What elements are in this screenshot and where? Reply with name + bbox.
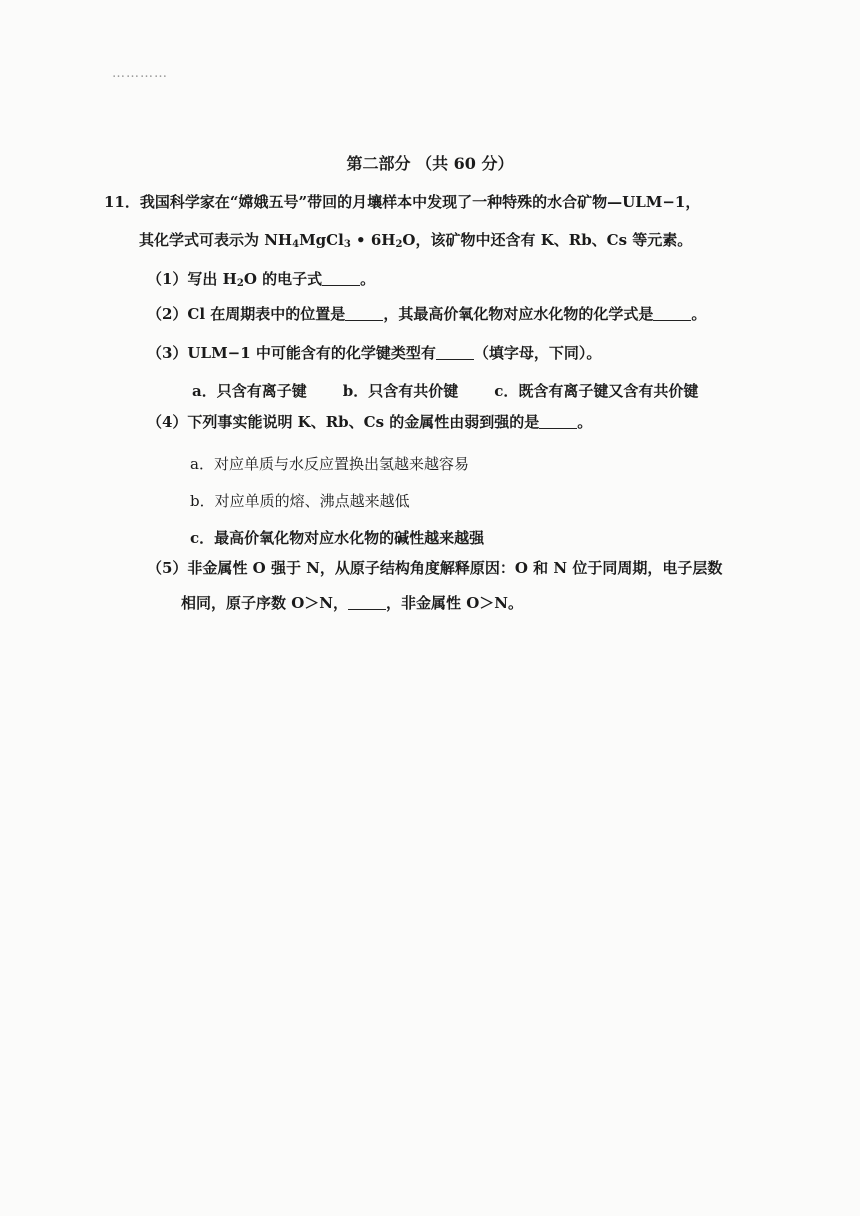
section-title: 第二部分 （共 60 分） [346, 154, 514, 173]
formula-subscript: 2 [236, 278, 244, 289]
part-2-text: ，其最高价氧化物对应水化物的化学式是 [383, 305, 654, 323]
stem-text-1: 我国科学家在“嫦娥五号”带回的月壤样本中发现了一种特殊的水合矿物—ULM−1， [139, 193, 701, 211]
answer-blank-2b[interactable] [653, 306, 691, 321]
formula-part: 其化学式可表示为 NH [139, 231, 293, 249]
answer-blank-4[interactable] [539, 414, 577, 429]
answer-blank-5[interactable] [348, 595, 386, 610]
part-3-text: （填字母，下同）。 [473, 344, 602, 362]
part-1-text: O 的电子式 [243, 270, 323, 288]
part-5-line-2 [181, 592, 523, 613]
formula-subscript: 2 [395, 239, 403, 250]
part-4-text: （4）下列事实能说明 K、Rb、Cs 的金属性由弱到强的是 [147, 413, 540, 431]
part-5-line-1: （5）非金属性 O 强于 N，从原子结构角度解释原因：O 和 N 位于同周期，电子层数 [147, 559, 723, 577]
option-4a: a．对应单质与水反应置换出氢越来越容易 [190, 455, 469, 473]
formula-part: O，该矿物中还含有 K、Rb、Cs 等元素。 [402, 231, 693, 249]
question-stem-line-2 [139, 229, 692, 250]
part-1-text: （1）写出 H [147, 270, 237, 288]
part-2-text: （2）Cl 在周期表中的位置是 [147, 305, 346, 323]
part-5-text: ，非金属性 O＞N。 [386, 594, 524, 612]
option-3a: a．只含有离子键 [192, 382, 307, 400]
part-4 [147, 411, 592, 432]
formula-subscript: 3 [343, 239, 351, 250]
part-2 [147, 303, 706, 324]
answer-blank-2a[interactable] [345, 306, 383, 321]
question-stem-line-1 [104, 191, 700, 212]
part-3 [147, 342, 601, 363]
question-number: 11． [104, 193, 140, 211]
answer-blank-3[interactable] [436, 345, 474, 360]
formula-subscript: 4 [292, 239, 300, 250]
cropped-header-text: ………… [112, 66, 168, 81]
part-1-end: 。 [360, 270, 376, 288]
formula-part: • 6H [350, 231, 396, 249]
option-3b: b．只含有共价键 [342, 382, 459, 400]
answer-blank-1[interactable] [322, 271, 360, 286]
formula-part: MgCl [299, 231, 344, 249]
part-4-end: 。 [577, 413, 593, 431]
part-2-end: 。 [691, 305, 707, 323]
option-4b: b．对应单质的熔、沸点越来越低 [190, 492, 410, 510]
option-4c: c．最高价氧化物对应水化物的碱性越来越强 [190, 529, 485, 547]
option-3c: c．既含有离子键又含有共价键 [494, 382, 699, 400]
part-3-options [192, 380, 698, 401]
part-1 [147, 268, 375, 289]
part-5-text: 相同，原子序数 O＞N， [181, 594, 349, 612]
part-3-text: （3）ULM−1 中可能含有的化学键类型有 [147, 344, 436, 362]
